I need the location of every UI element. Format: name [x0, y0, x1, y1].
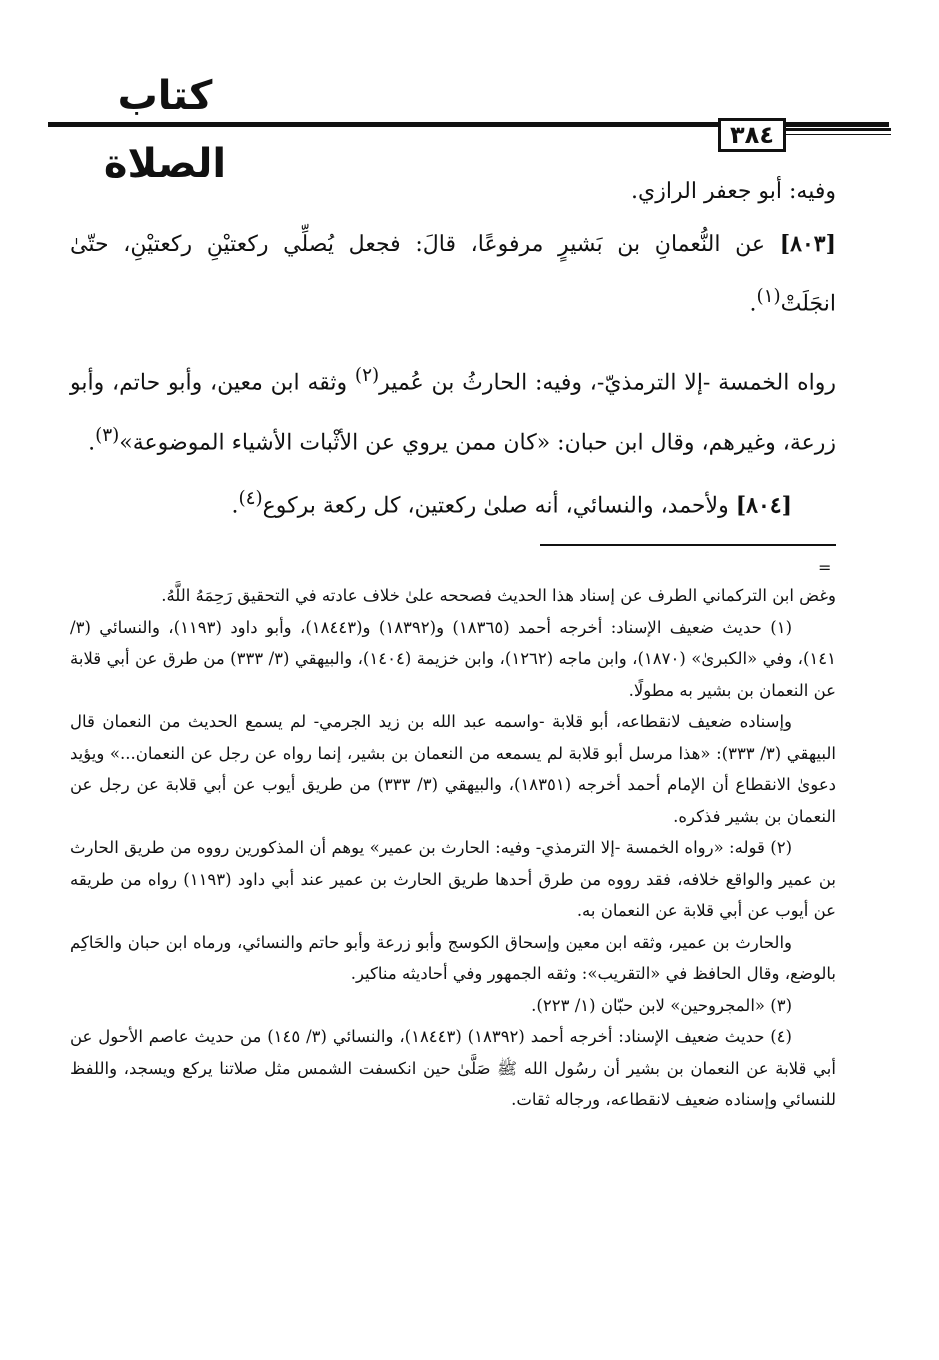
footnote-ref-4: (٤)	[238, 487, 263, 509]
punct: .	[231, 493, 239, 519]
footnotes	[70, 580, 836, 1116]
page-number-rule	[786, 128, 891, 131]
footnote-3: (٣) «المجروحين» لابن حبّان (١/ ٢٢٣).	[531, 995, 792, 1015]
hadith-number-804: [٨٠٤]	[735, 492, 792, 519]
hadith-803-text: عن النُّعمانِ بن بَشيرٍ مرفوعًا، قالَ: فجعل يُصلِّي ركعتيْنِ ركعتيْنِ، حتّىٰ انجَلَتْ	[70, 232, 836, 317]
footnote-ref-3: (٣)	[95, 424, 120, 446]
footnote-1-continued: وإسناده ضعيف لانقطاعه، أبو قلابة -واسمه عبد الله بن زيد الجرمي- لم يسمع الحديث من النعمان قال البيهقي (٣/ ٣٣٣): «هذا مرسل أبو قلابة لم يسمعه من النعمان بن بشير، إنما رواه عن رجل عن النعمان...» ويؤيد دعوىٰ الانقطاع أن الإمام أحمد أخرجه (١٨٣٥١)، والبيهقي (٣/ ٣٣٣) من طريق أيوب عن أبي قلابة عن رجل عن النعمان بن بشير فذكره.	[70, 712, 837, 826]
takhrij-text-2: وثقه ابن معين، وأبو حاتم، وأبو زرعة، وغيرهم، وقال ابن حبان: «كان ممن يروي عن الأثْبات الأشياء الموضوعة»	[70, 370, 836, 455]
footnote-ref-2: (٢)	[354, 365, 380, 387]
page-number: ٣٨٤	[718, 118, 786, 152]
footnote-1: (١) حديث ضعيف الإسناد: أخرجه أحمد (١٨٣٦٥) و(١٨٣٩٢) و(١٨٤٤٣)، وأبو داود (١١٩٣)، والنسائي (٣/ ١٤١)، وفي «الكبرىٰ» (١٨٧٠)، وابن ماجه (١٢٦٢)، وابن خزيمة (١٤٠٤)، والبيهقي (٣/ ٣٣٣) من طرق عن أبي قلابة عن النعمان بن بشير به مطولًا.	[70, 617, 836, 700]
hadith-803	[70, 218, 836, 330]
footnote-4: (٤) حديث ضعيف الإسناد: أخرجه أحمد (١٨٣٩٢) (١٨٤٤٣)، والنسائي (٣/ ١٤٥) من حديث عاصم الأحول عن أبي قلابة عن النعمان بن بشير أن رسُول الله ﷺ صَلَّىٰ حين انكسفت الشمس مثل صلاتنا يركع ويسجد، واللفظ للنسائي وإسناده ضعيف لانقطاعه، ورجاله ثقات.	[70, 1027, 836, 1109]
footnote-ref-1: (١)	[756, 286, 781, 307]
footnote-continuation-mark: =	[818, 558, 832, 577]
footnote-2-continued: والحارث بن عمير، وثقه ابن معين وإسحاق الكوسج وأبو زرعة وأبو حاتم والنسائي، ورماه ابن حبان والحَاكِم بالوضع، وقال الحافظ في «التقريب»: وثقه الجمهور وفي أحاديثه مناكير.	[70, 932, 836, 983]
footnote-2: (٢) قوله: «رواه الخمسة -إلا الترمذي- وفيه: الحارث بن عمير» يوهم أن المذكورين رووه من طريق الحارث بن عمير والواقع خلافه، فقد رووه من طرق أحدها طريق الحارث بن عمير عند أبي داود (١١٩٣) رواه من طريقه عن أيوب عن أبي قلابة عن النعمان به.	[70, 838, 836, 920]
main-text	[70, 166, 836, 532]
page-number-rule-thin	[786, 134, 891, 135]
main-line-narrator: وفيه: أبو جعفر الرازي.	[631, 179, 836, 204]
takhrij-text-1: رواه الخمسة -إلا الترمذيّ-، وفيه: الحارثُ بن عُمير	[379, 370, 836, 396]
takhrij-paragraph	[70, 350, 836, 469]
hadith-number-803: [٨٠٣]	[779, 231, 836, 257]
hadith-804	[70, 473, 836, 532]
hadith-804-text: ولأحمد، والنسائي، أنه صلىٰ ركعتين، كل ركعة بركوع	[262, 493, 729, 519]
running-header-title: كتاب الصلاة	[103, 73, 227, 187]
footnote-continued: وغض ابن التركماني الطرف عن إسناد هذا الحديث فصححه علىٰ خلاف عادته في التحقيق رَحِمَهُ اللَّهُ.	[161, 586, 836, 605]
punct: .	[88, 429, 96, 455]
footnote-separator	[540, 544, 836, 546]
punct: .	[749, 291, 757, 317]
